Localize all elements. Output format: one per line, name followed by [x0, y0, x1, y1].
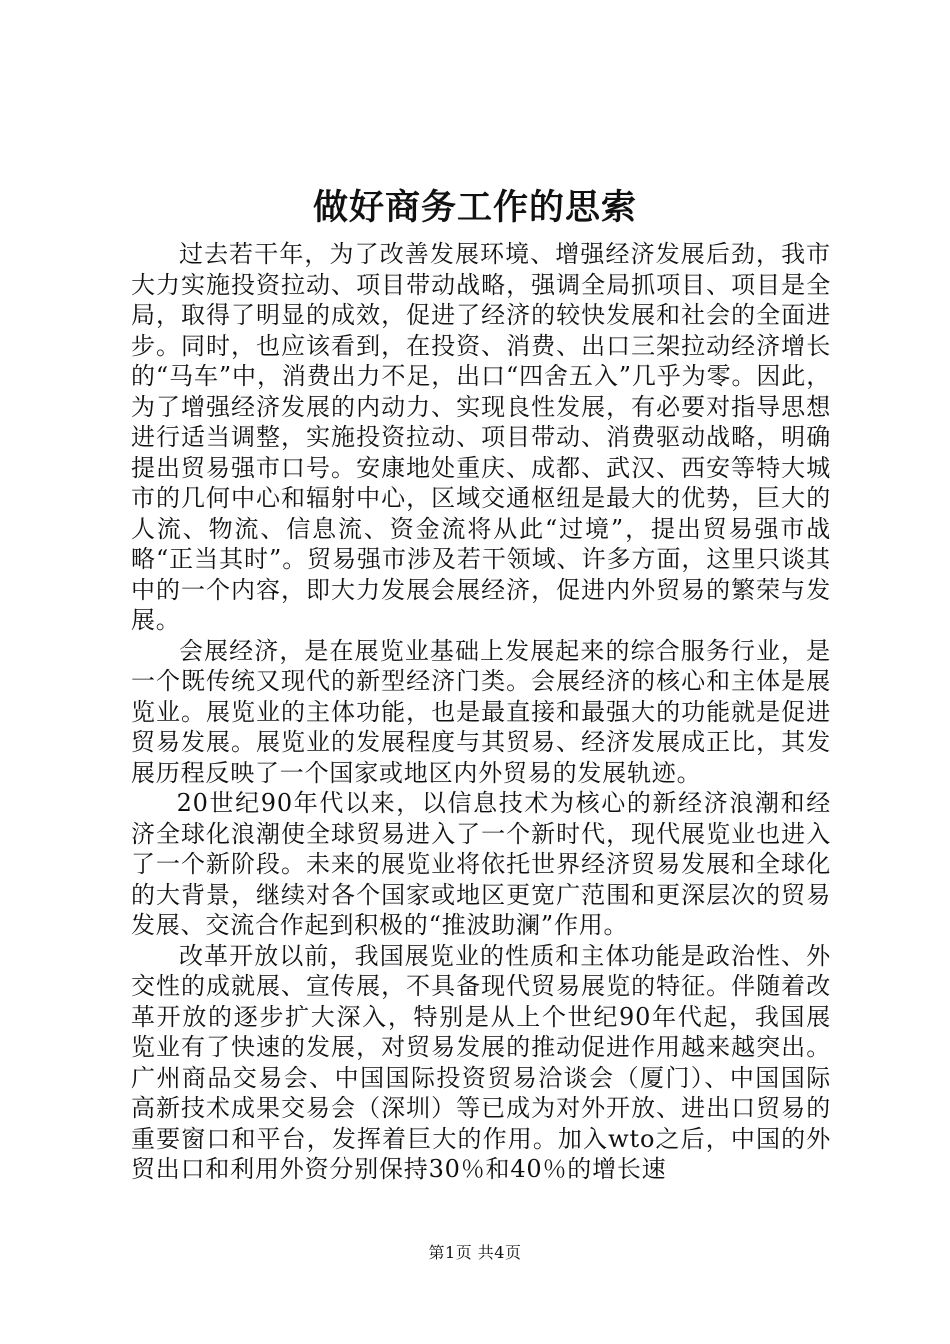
document-body	[131, 239, 831, 1185]
page-number-footer: 第1页 共4页	[428, 1243, 522, 1262]
paragraph: 会展经济，是在展览业基础上发展起来的综合服务行业，是一个既传统又现代的新型经济门类。会展经济的核心和主体是展览业。展览业的主体功能，也是最直接和最强大的功能就是促进贸易发展。展览业的发展程度与其贸易、经济发展成正比，其发展历程反映了一个国家或地区内外贸易的发展轨迹。	[131, 636, 831, 787]
document-title: 做好商务工作的思索	[312, 187, 637, 228]
paragraph: 20世纪90年代以来，以信息技术为核心的新经济浪潮和经济全球化浪潮使全球贸易进入了一个新时代，现代展览业也进入了一个新阶段。未来的展览业将依托世界经济贸易发展和全球化的大背景，继续对各个国家或地区更宽广范围和更深层次的贸易发展、交流合作起到积极的“推波助澜”作用。	[131, 789, 831, 939]
paragraph: 改革开放以前，我国展览业的性质和主体功能是政治性、外交性的成就展、宣传展，不具备现代贸易展览的特征。伴随着改革开放的逐步扩大深入，特别是从上个世纪90年代起，我国展览业有了快速的发展，对贸易发展的推动促进作用越来越突出。广州商品交易会、中国国际投资贸易洽谈会（厦门）、中国国际高新技术成果交易会（深圳）等已成为对外开放、进出口贸易的重要窗口和平台，发挥着巨大的作用。加入wto之后，中国的外贸出口和利用外资分别保持30％和40％的增长速	[131, 941, 831, 1183]
paragraph: 过去若干年，为了改善发展环境、增强经济发展后劲，我市大力实施投资拉动、项目带动战略，强调全局抓项目、项目是全局，取得了明显的成效，促进了经济的较快发展和社会的全面进步。同时，也应该看到，在投资、消费、出口三架拉动经济增长的“马车”中，消费出力不足，出口“四舍五入”几乎为零。因此，为了增强经济发展的内动力、实现良性发展，有必要对指导思想进行适当调整，实施投资拉动、项目带动、消费驱动战略，明确提出贸易强市口号。安康地处重庆、成都、武汉、西安等特大城市的几何中心和辐射中心，区域交通枢纽是最大的优势，巨大的人流、物流、信息流、资金流将从此“过境”，提出贸易强市战略“正当其时”。贸易强市涉及若干领域、许多方面，这里只谈其中的一个内容，即大力发展会展经济，促进内外贸易的繁荣与发展。	[131, 240, 831, 634]
